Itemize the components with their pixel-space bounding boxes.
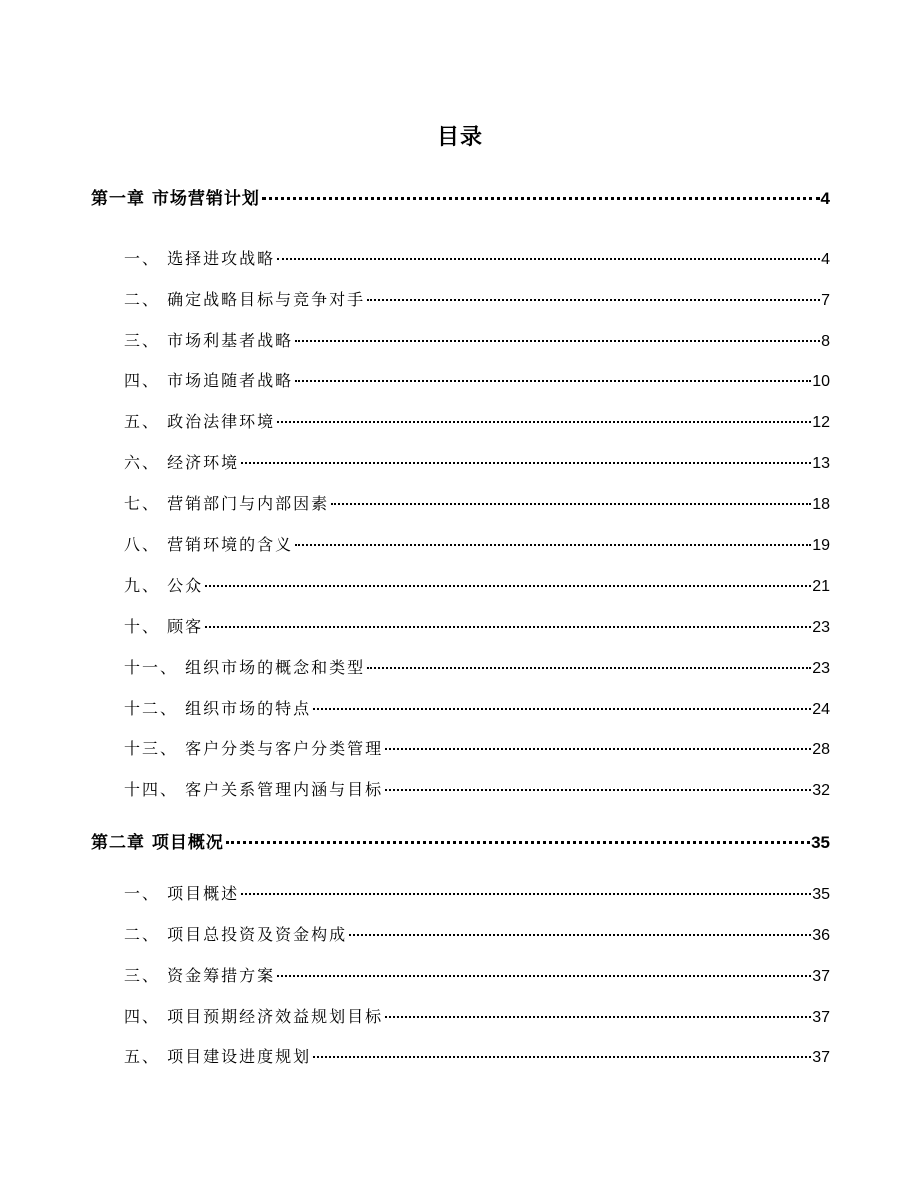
dot-leader	[367, 299, 820, 301]
toc-entry-label: 三、 市场利基者战略	[124, 331, 294, 350]
toc-entry-label: 三、 资金筹措方案	[124, 966, 276, 985]
dot-leader	[241, 893, 811, 895]
toc-section[interactable]	[91, 532, 830, 555]
dot-leader	[313, 708, 811, 710]
toc-page-number: 21	[812, 578, 830, 595]
toc-entry-label: 第二章 项目概况	[91, 833, 224, 853]
toc-entry-label: 十三、 客户分类与客户分类管理	[124, 739, 384, 758]
dot-leader	[295, 380, 811, 382]
toc-section[interactable]	[91, 450, 830, 473]
toc-page-number: 23	[812, 660, 830, 677]
dot-leader	[226, 841, 810, 844]
toc-entry-label: 二、 确定战略目标与竞争对手	[124, 290, 366, 309]
toc-page-number: 32	[812, 782, 830, 799]
toc-page-number: 18	[812, 496, 830, 513]
dot-leader	[295, 544, 811, 546]
toc-entry-label: 二、 项目总投资及资金构成	[124, 925, 348, 944]
toc-entry-label: 第一章 市场营销计划	[91, 189, 260, 209]
toc-entry-label: 四、 市场追随者战略	[124, 371, 294, 390]
toc-page-number: 4	[820, 189, 830, 208]
toc-entry-label: 一、 选择进攻战略	[124, 249, 276, 268]
toc-page-number: 35	[812, 886, 830, 903]
toc-page-number: 37	[812, 1049, 830, 1066]
toc-section[interactable]	[91, 287, 830, 310]
toc-section[interactable]	[91, 736, 830, 759]
toc-entry-label: 七、 营销部门与内部因素	[124, 494, 330, 513]
dot-leader	[205, 585, 811, 587]
toc-section[interactable]	[91, 491, 830, 514]
toc-section[interactable]	[91, 614, 830, 637]
toc-entry-label: 八、 营销环境的含义	[124, 535, 294, 554]
dot-leader	[313, 1056, 811, 1058]
dot-leader	[331, 503, 811, 505]
toc-page-number: 10	[812, 373, 830, 390]
toc-entry-label: 四、 项目预期经济效益规划目标	[124, 1007, 384, 1026]
toc-entry-label: 十四、 客户关系管理内涵与目标	[124, 780, 384, 799]
toc-page-number: 35	[811, 833, 830, 852]
toc-entry-label: 十二、 组织市场的特点	[124, 699, 312, 718]
toc-page-number: 7	[821, 292, 830, 309]
toc-section[interactable]	[91, 881, 830, 904]
dot-leader	[385, 748, 811, 750]
toc-page-number: 37	[812, 1009, 830, 1026]
toc-section[interactable]	[91, 696, 830, 719]
toc-title: 目录	[436, 125, 483, 150]
toc-page-number: 13	[812, 455, 830, 472]
toc-section[interactable]	[91, 922, 830, 945]
dot-leader	[262, 197, 820, 200]
dot-leader	[385, 789, 811, 791]
dot-leader	[385, 1016, 811, 1018]
toc-entry-label: 五、 政治法律环境	[124, 412, 276, 431]
toc-entry-label: 九、 公众	[124, 576, 204, 595]
dot-leader	[349, 934, 811, 936]
dot-leader	[295, 340, 820, 342]
toc-page-number: 24	[812, 701, 830, 718]
toc-page-number: 8	[821, 333, 830, 350]
toc-section[interactable]	[91, 1044, 830, 1067]
dot-leader	[241, 462, 811, 464]
toc-page-number: 28	[812, 741, 830, 758]
dot-leader	[367, 667, 811, 669]
toc-section[interactable]	[91, 1004, 830, 1027]
toc-chapter-2[interactable]	[91, 828, 830, 853]
dot-leader	[277, 421, 811, 423]
toc-entry-label: 五、 项目建设进度规划	[124, 1047, 312, 1066]
toc-page-number: 23	[812, 619, 830, 636]
toc-page-number: 37	[812, 968, 830, 985]
toc-section[interactable]	[91, 777, 830, 800]
toc-page-number: 36	[812, 927, 830, 944]
toc-section[interactable]	[91, 328, 830, 351]
toc-section[interactable]	[91, 655, 830, 678]
toc-section[interactable]	[91, 246, 830, 269]
toc-page-number: 19	[812, 537, 830, 554]
toc-entry-label: 十一、 组织市场的概念和类型	[124, 658, 366, 677]
dot-leader	[277, 975, 811, 977]
toc-section[interactable]	[91, 573, 830, 596]
toc-section[interactable]	[91, 409, 830, 432]
toc-section[interactable]	[91, 963, 830, 986]
toc-entry-label: 一、 项目概述	[124, 884, 240, 903]
toc-section[interactable]	[91, 368, 830, 391]
toc-chapter-1[interactable]	[91, 184, 830, 209]
toc-entry-label: 十、 顾客	[124, 617, 204, 636]
toc-page-number: 12	[812, 414, 830, 431]
dot-leader	[205, 626, 811, 628]
toc-page-number: 4	[821, 251, 830, 268]
toc-entry-label: 六、 经济环境	[124, 453, 240, 472]
dot-leader	[277, 258, 820, 260]
